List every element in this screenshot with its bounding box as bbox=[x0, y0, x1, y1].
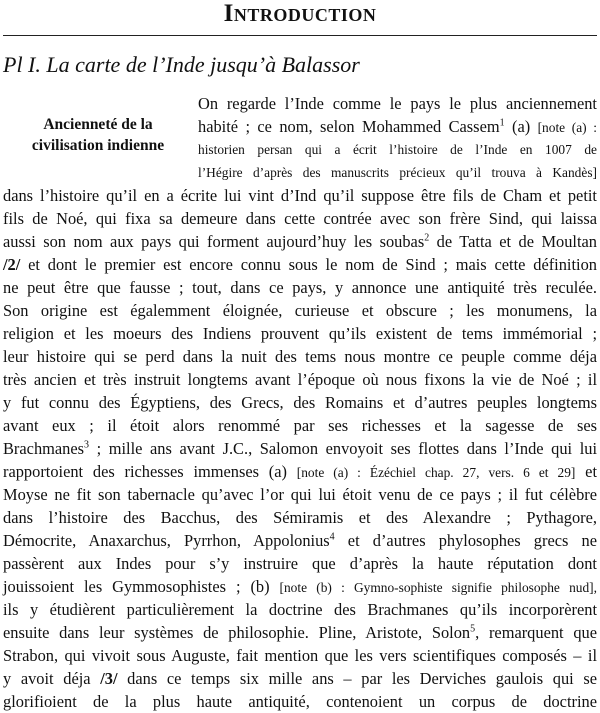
text-line: Brachmanes$^3$ ; mille ans avant J.C., Salomon envoyoit ses flottes dans l’Inde qui lui bbox=[3, 439, 597, 458]
text-line: ne peut être que fausse ; tout, dans ce pays, y annonce une antiquité très reculée. bbox=[3, 278, 597, 297]
text-line: Démocrite, Anaxarchus, Pyrrhon, Appolonius$^4$ et d’autres phylosophes grecs ne bbox=[3, 531, 597, 550]
text-line: dans l’histoire qu’il en a écrite lui vint d’Ind qu’il suppose être fils de Cham et petit bbox=[3, 186, 597, 205]
text-line: On regarde l’Inde comme le pays le plus anciennement bbox=[198, 94, 597, 113]
page-marker: /3/ bbox=[100, 669, 118, 688]
text-line: religion et les moeurs des Indiens prouvent qu’ils existent de tems immémorial ; bbox=[3, 324, 597, 343]
text-line: jouissoient les Gymmosophistes ; (b) [note (b) : Gymno-sophiste signifie philosophe nud], bbox=[3, 577, 597, 596]
text-line: Strabon, qui vivoit sous Auguste, fait mention que les vers scientifiques composés – il bbox=[3, 646, 597, 665]
text-line: leur histoire qui se perd dans la nuit des tems nous montre ce peuple comme déja bbox=[3, 347, 597, 366]
text-line: Moyse ne fit son tabernacle qu’avec l’or qui lui étoit venu de ce pays ; il fut célèbre bbox=[3, 485, 597, 504]
text-line: historien persan qui a écrit l’histoire de l’Inde en 1007 de bbox=[198, 142, 597, 157]
text-line: passèrent aux Indes pour s’y instruire que d’après la haute réputation dont bbox=[3, 554, 597, 573]
text-line: ils y étudièrent particulièrement la doctrine des Brachmanes qu’ils incorporèrent bbox=[3, 600, 597, 619]
text-line: dans l’histoire des Bacchus, des Sémiramis et des Alexandre ; Pythagore, bbox=[3, 508, 597, 527]
footnote-ref: 3 bbox=[84, 439, 90, 451]
text-line: rapportoient des richesses immenses (a) [note (a) : Ézéchiel chap. 27, vers. 6 et 29] et bbox=[3, 462, 597, 481]
text-line: Son origine est égalemment éloignée, curieuse et obscure ; les monumens, la bbox=[3, 301, 597, 320]
page-marker: /2/ bbox=[3, 255, 21, 274]
inline-note: [note (a) : bbox=[537, 120, 597, 135]
section-title: Pl I. La carte de l’Inde jusqu’à Balassor bbox=[3, 52, 360, 77]
text-line: /2/ et dont le premier est encore connu sous le nom de Sind ; mais cette définition bbox=[3, 255, 597, 274]
text-line: glorifioient de la plus haute antiquité, contenoient un corpus de doctrine bbox=[3, 692, 597, 711]
text-line: fils de Noé, qui fixa sa demeure dans cette contrée avec son frère Sind, qui laissa bbox=[3, 209, 597, 228]
text-line: y avoit déja /3/ dans ce temps six mille ans – par les Derviches gaulois qui se bbox=[3, 669, 597, 688]
text-line: y fut connu des Égyptiens, des Grecs, des Romains et d’autres peuples longtems bbox=[3, 393, 597, 412]
text-line: très ancien et très instruit longtems avant l’époque où nous fixons la vie de Noé ; il bbox=[3, 370, 597, 389]
footnote-ref: 2 bbox=[424, 232, 430, 244]
footnote-ref: 5 bbox=[470, 623, 476, 635]
heading-rule bbox=[3, 35, 597, 36]
footnote-ref: 1 bbox=[499, 117, 505, 129]
text-line: aussi son nom aux pays qui forment aujourd’huy les soubas$^2$ de Tatta et de Moultan bbox=[3, 232, 598, 251]
text-line: habité ; ce nom, selon Mohammed Cassem$^1$ (a) [note (a) : bbox=[198, 117, 597, 136]
margin-note: Ancienneté de la civilisation indienne bbox=[31, 116, 165, 154]
text-line: avant eux ; il étoit alors renommé par ses richesses et la sagesse de ses bbox=[3, 416, 597, 435]
footnote-ref: 4 bbox=[329, 531, 335, 543]
text-line: ensuite dans leur systèmes de philosophie. Pline, Aristote, Solon$^5$, remarquent que bbox=[3, 623, 597, 642]
inline-note: [note (b) : Gymno-sophiste signifie philosophe nud], bbox=[279, 580, 597, 595]
page-heading: Introduction bbox=[223, 0, 377, 27]
text-line: l’Hégire d’après des manuscrits précieux qu’il trouva à Kandès] bbox=[198, 165, 597, 180]
inline-note: [note (a) : Ézéchiel chap. 27, vers. 6 et 29] bbox=[296, 465, 576, 480]
